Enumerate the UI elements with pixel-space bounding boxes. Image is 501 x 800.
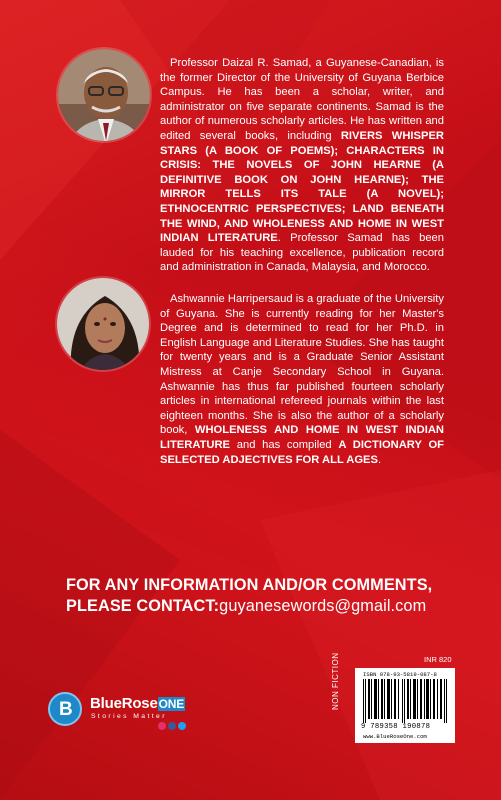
bio-harripersaud-book1: WHOLENESS AND HOME IN WEST INDIAN LITERATURE — [160, 424, 444, 451]
contact-email-link[interactable]: guyanesewords@gmail.com — [219, 597, 427, 615]
twitter-icon[interactable] — [178, 722, 186, 730]
contact-prefix: PLEASE CONTACT: — [66, 597, 220, 615]
price-label: INR 820 — [424, 655, 452, 664]
author-bio-harripersaud — [160, 292, 444, 467]
social-icons — [158, 722, 186, 730]
author-photo-harripersaud — [55, 276, 151, 372]
publisher-tagline: Stories Matter — [91, 713, 167, 720]
author-photo-samad — [56, 47, 152, 143]
category-label: NON FICTION — [331, 652, 340, 710]
publisher-logo — [48, 692, 248, 742]
publisher-name-one: ONE — [158, 697, 184, 711]
instagram-icon[interactable] — [158, 722, 166, 730]
bio-samad-books: RIVERS WHISPER STARS (A BOOK OF POEMS); CHARACTERS IN CRISIS: THE NOVELS OF JOHN HEARNE (A DEFINITIVE BOOK ON JOHN HEARNE); THE MIRROR TELLS ITS TALE (A NOVEL); ETHNOCENTRIC PERSPECTIVES; LAND BENEATH THE WIND, AND WHOLENESS AND HOME IN WEST INDIAN LITERATURE — [160, 129, 444, 245]
bluerose-logo-icon — [48, 692, 82, 726]
bio-harripersaud-end: . — [377, 453, 382, 466]
contact-line-1: FOR ANY INFORMATION AND/OR COMMENTS, — [66, 576, 433, 594]
facebook-icon[interactable] — [168, 722, 176, 730]
bio-harripersaud-intro: Ashwannie Harripersaud is a graduate of the University of Guyana. She is currently reading for her Master's Degree and is determined to read for her Ph.D. in English Language and Literature Studies. She has taught for twenty years and is a Graduate Senior Assistant Mistress at Canje Secondary School in Guyana. Ashwannie has thus far published fourteen scholarly articles in international refereed journals within the last eighteen months. She is also the author of a scholarly book, — [160, 293, 444, 437]
isbn-barcode — [355, 668, 455, 743]
contact-line-2 — [66, 596, 432, 617]
author-bio-samad — [160, 56, 444, 275]
publisher-name — [90, 695, 185, 712]
barcode-digits: 9 789358 190878 — [361, 723, 431, 731]
bio-harripersaud-book2: A DICTIONARY OF SELECTED ADJECTIVES FOR ALL AGES — [160, 438, 444, 466]
bio-harripersaud-mid: and has compiled — [230, 438, 339, 451]
isbn-text: ISBN 978-93-5819-087-8 — [363, 671, 437, 678]
bio-samad-intro: Professor Daizal R. Samad, a Guyanese-Canadian, is the former Director of the University of Guyana Berbice Campus. He has been a scholar, writer, and administrator on five separate continents. Samad is the author of numerous scholarly articles. He has written and edited several books, including — [160, 57, 444, 142]
bio-samad-outro: . Professor Samad has been lauded for his teaching excellence, publication record and administration in Canada, Malaysia, and Morocco. — [160, 232, 444, 274]
barcode-bars — [363, 679, 449, 723]
publisher-name-main: BlueRose — [90, 695, 158, 712]
contact-block — [66, 575, 432, 617]
publisher-website: www.BlueRoseOne.com — [363, 733, 427, 740]
